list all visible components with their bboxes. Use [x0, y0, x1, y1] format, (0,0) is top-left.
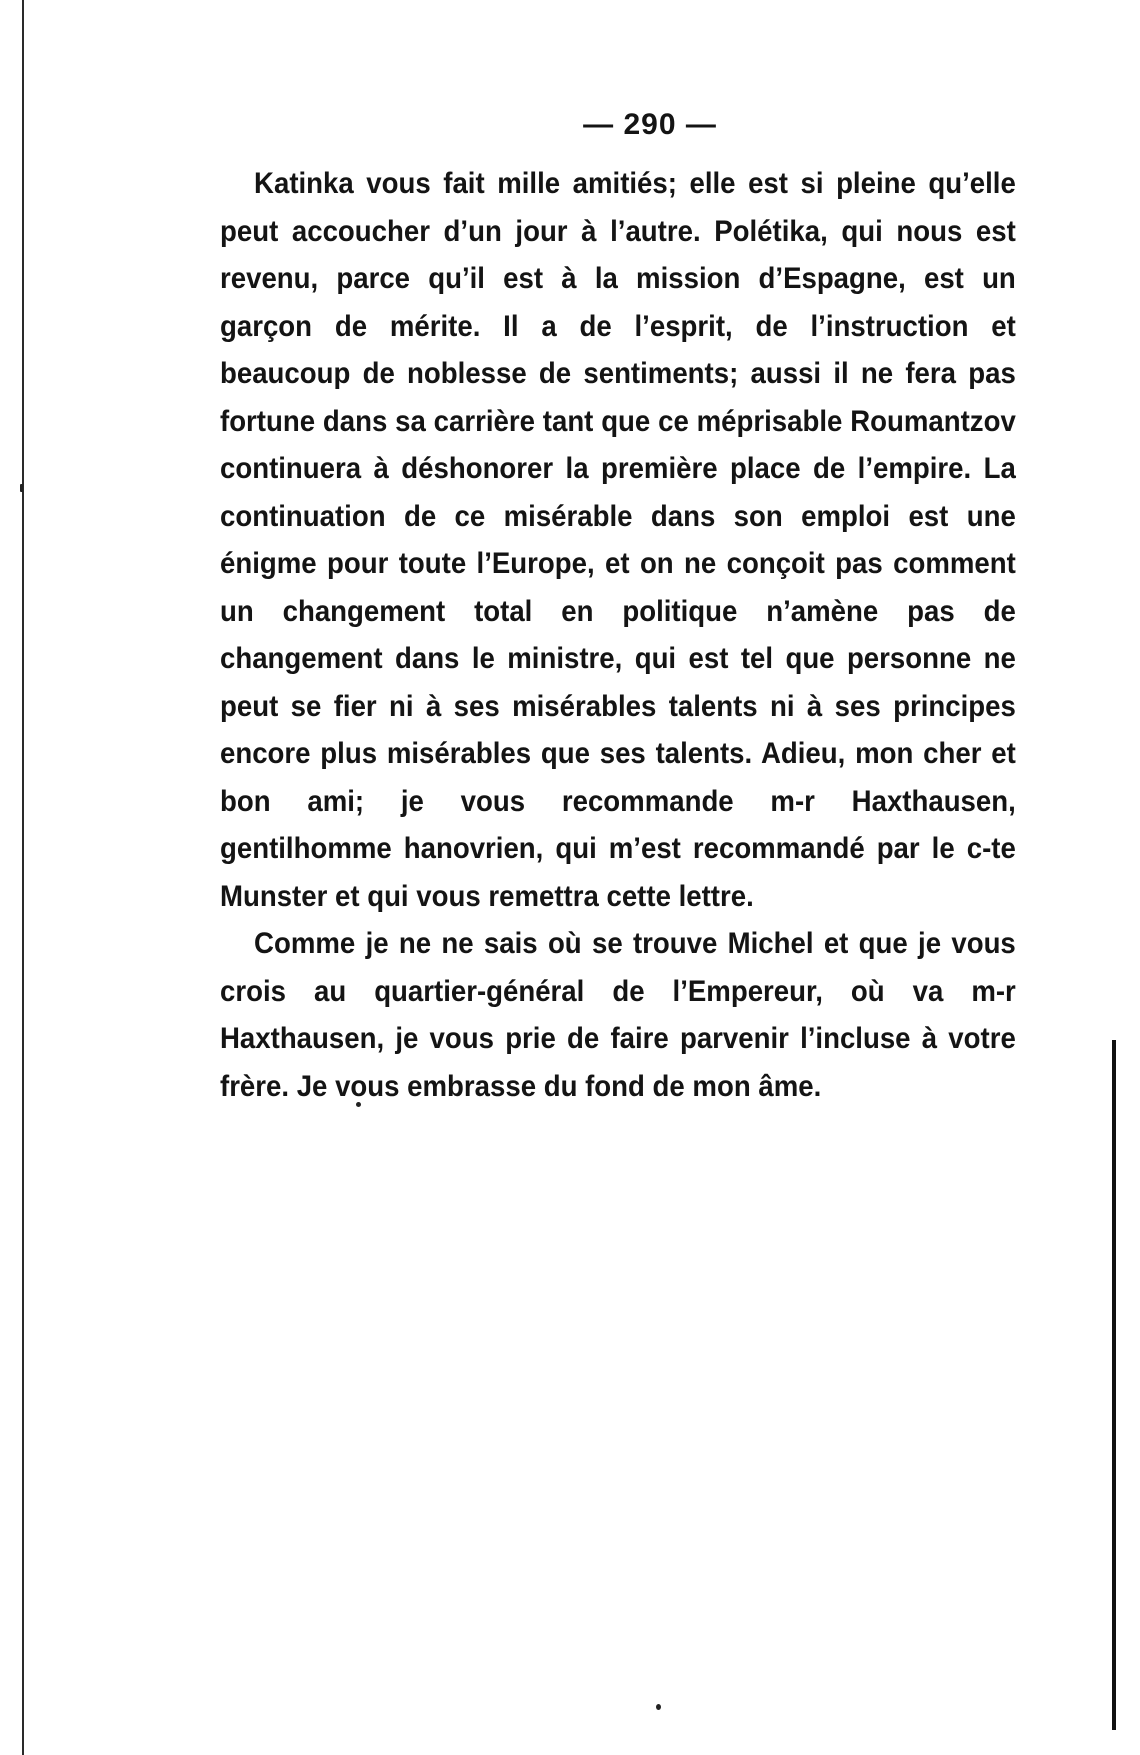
scan-edge-right [1112, 1040, 1116, 1730]
ink-speck [20, 484, 23, 492]
paragraph-1: Katinka vous fait mille amitiés; elle est si pleine qu’elle peut accoucher d’un jour à l’autre. Polétika, qui nous est revenu, parce qu’il est à la mission d’Espagne, est un garçon de mérite. Il a de l’esprit, de l’instruction et beaucoup de noblesse de sentiments; aussi il ne fera pas fortune dans sa carrière tant que ce méprisable Roumantzov continuera à déshonorer la première place de l’empire. La continuation de ce misérable dans son emploi est une énigme pour toute l’Europe, et on ne conçoit pas comment un changement total en politique n’amène pas de changement dans le ministre, qui est tel que personne ne peut se fier ni à ses misérables talents ni à ses principes encore plus misérables que ses talents. Adieu, mon cher et bon ami; je vous recommande m-r Haxthausen, gentilhomme hanovrien, qui m’est recommandé par le c-te Munster et qui vous remettra cette lettre. [220, 167, 1016, 913]
paragraph-2: Comme je ne ne sais où se trouve Michel et que je vous crois au quartier-général de l’Empereur, où va m-r Haxthausen, je vous prie de faire parvenir l’incluse à votre frère. Je vous embrasse du fond de mon âme. [220, 927, 1016, 1103]
scan-edge-left [22, 0, 24, 1755]
letter-text [220, 160, 1016, 1110]
ink-speck [356, 1102, 361, 1107]
ink-speck [656, 1704, 661, 1710]
page-number: — 290 — [583, 108, 717, 141]
